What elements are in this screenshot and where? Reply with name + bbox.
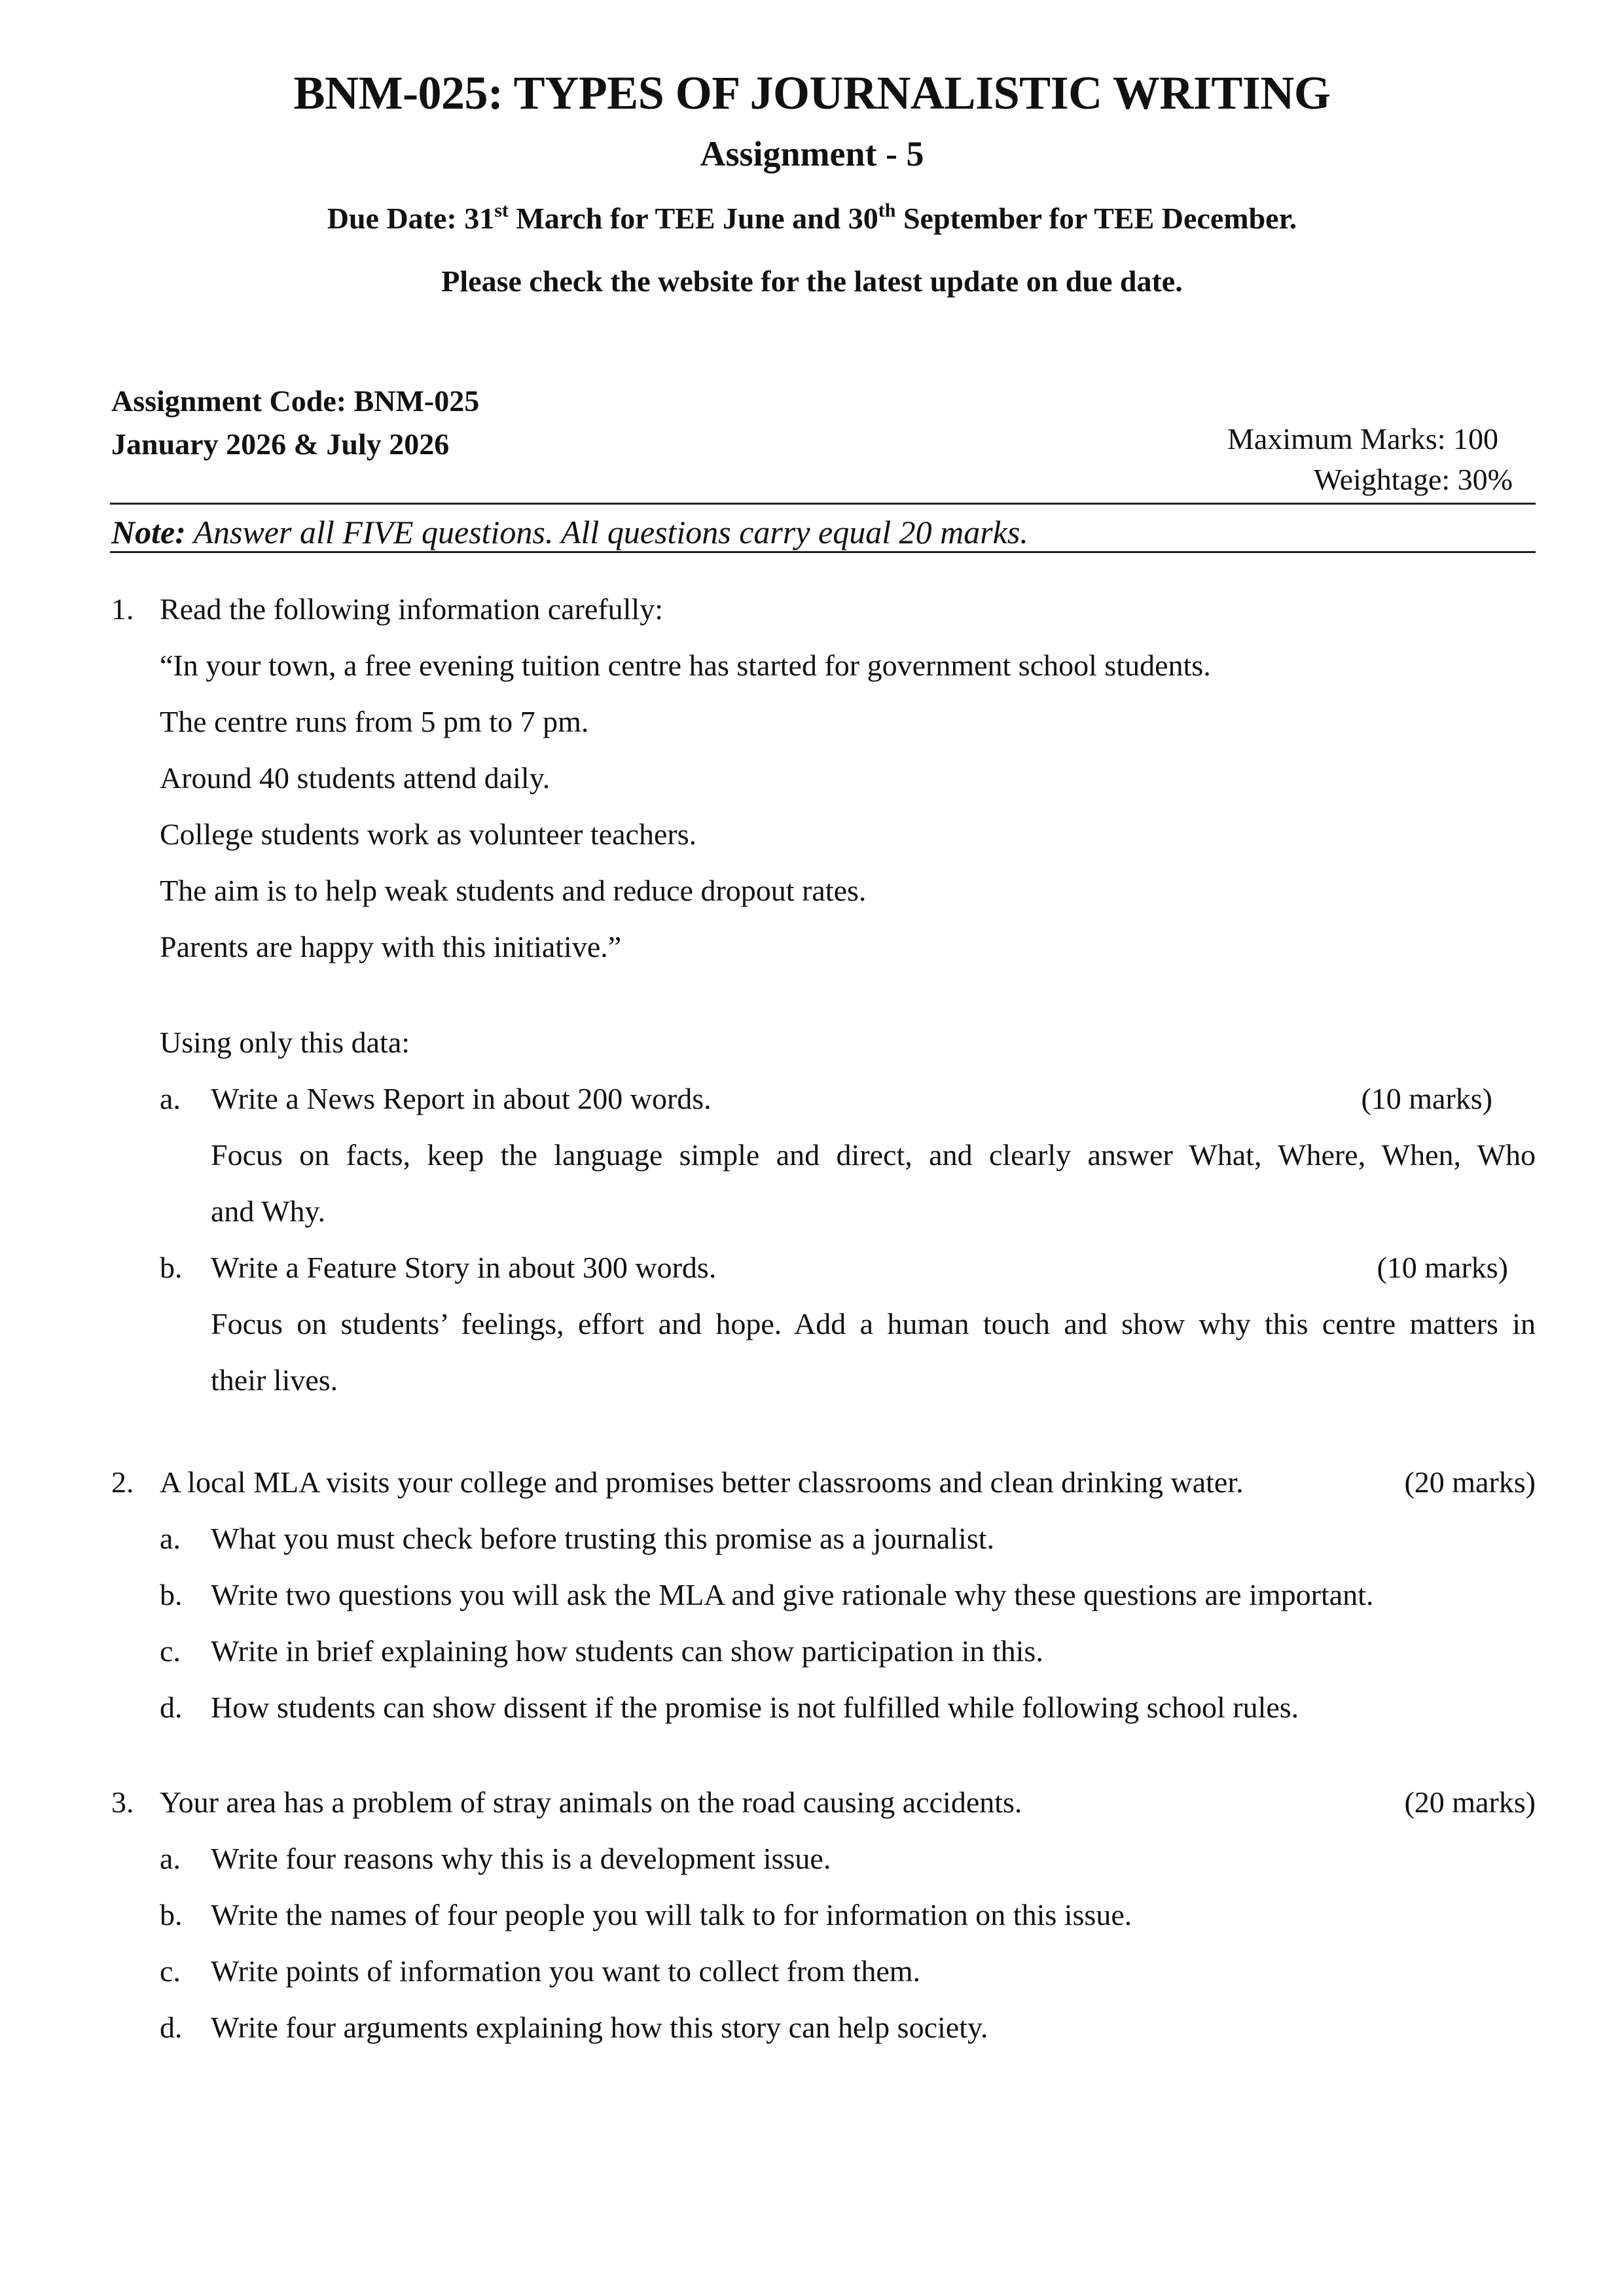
q1-a-desc-2: and Why.	[211, 1194, 326, 1228]
top-divider	[110, 503, 1536, 505]
q1-using: Using only this data:	[160, 1026, 410, 1059]
q1-a-desc-1: Focus on facts, keep the language simple and direct, and clearly answer What, Where, When, Who	[211, 1138, 1536, 1172]
due-date-middle: March for TEE June and 30	[508, 202, 878, 235]
q2-number: 2.	[111, 1465, 134, 1499]
q2-item	[111, 1567, 1536, 1623]
q3-item	[111, 2000, 1536, 2056]
question-3	[111, 1774, 1536, 2056]
q3-b-label: b.	[160, 1898, 183, 1931]
q3-c-label: c.	[160, 1954, 181, 1988]
session: January 2026 & July 2026	[111, 427, 450, 461]
q1-intro: Read the following information carefully:	[160, 592, 663, 626]
q3-main-line	[111, 1774, 1536, 1831]
q3-c-text: Write points of information you want to collect from them.	[211, 1954, 921, 1988]
q1-b-desc-2: their lives.	[211, 1363, 338, 1397]
q1-info-line	[111, 694, 1536, 750]
due-date-sup-st: st	[494, 200, 509, 221]
q1-using-line	[111, 1014, 1536, 1071]
q1-number: 1.	[111, 592, 134, 626]
due-date-suffix: September for TEE December.	[895, 202, 1297, 235]
q3-d-label: d.	[160, 2011, 183, 2044]
q2-c-text: Write in brief explaining how students can show participation in this.	[211, 1634, 1043, 1668]
q1-info-1: “In your town, a free evening tuition centre has started for government school students.	[160, 649, 1211, 682]
assignment-meta-right	[1227, 419, 1513, 500]
q2-a-text: What you must check before trusting this promise as a journalist.	[211, 1522, 995, 1555]
q1-info-line	[111, 919, 1536, 975]
q3-a-label: a.	[160, 1842, 181, 1875]
q2-text: A local MLA visits your college and promises better classrooms and clean drinking water.	[160, 1465, 1244, 1499]
q1-intro-line	[111, 581, 1536, 637]
q2-marks: (20 marks)	[1404, 1465, 1536, 1499]
q3-a-text: Write four reasons why this is a development issue.	[211, 1842, 831, 1875]
bottom-divider	[110, 551, 1536, 553]
q1-b-desc-line	[111, 1352, 1536, 1408]
q1-part-b	[111, 1240, 1536, 1296]
q1-b-text: Write a Feature Story in about 300 words.	[211, 1251, 717, 1284]
due-date-prefix: Due Date: 31	[327, 202, 495, 235]
weightage: Weightage: 30%	[1313, 463, 1513, 496]
q1-info-4: College students work as volunteer teachers.	[160, 817, 697, 851]
q1-a-desc-line	[111, 1183, 1536, 1240]
due-date-sup-th: th	[878, 200, 896, 221]
question-2	[111, 1454, 1536, 1736]
q2-d-text: How students can show dissent if the promise is not fulfilled while following school rules.	[211, 1691, 1299, 1724]
q2-b-label: b.	[160, 1578, 183, 1611]
q1-a-label: a.	[160, 1082, 181, 1115]
assignment-meta-left	[111, 380, 479, 466]
note-text: Answer all FIVE questions. All questions carry equal 20 marks.	[185, 514, 1028, 550]
q2-d-label: d.	[160, 1691, 183, 1724]
q2-item	[111, 1511, 1536, 1567]
q1-info-6: Parents are happy with this initiative.”	[160, 930, 622, 963]
q3-d-text: Write four arguments explaining how this story can help society.	[211, 2011, 988, 2044]
q1-info-line	[111, 637, 1536, 694]
q3-item	[111, 1943, 1536, 2000]
q1-info-5: The aim is to help weak students and reduce dropout rates.	[160, 874, 867, 907]
q3-marks: (20 marks)	[1404, 1785, 1536, 1819]
q3-b-text: Write the names of four people you will talk to for information on this issue.	[211, 1898, 1132, 1931]
maximum-marks: Maximum Marks: 100	[1227, 422, 1498, 456]
q1-b-desc-line	[111, 1296, 1536, 1352]
assignment-number: Assignment - 5	[700, 134, 924, 173]
q1-a-text: Write a News Report in about 200 words.	[211, 1082, 712, 1115]
q1-a-desc-line	[111, 1127, 1536, 1183]
q3-item	[111, 1831, 1536, 1887]
q1-a-marks: (10 marks)	[1361, 1082, 1492, 1115]
website-check-note: Please check the website for the latest update on due date.	[441, 264, 1183, 298]
q3-number: 3.	[111, 1785, 134, 1819]
q1-info-line	[111, 806, 1536, 863]
q3-item	[111, 1887, 1536, 1943]
q2-item	[111, 1623, 1536, 1679]
q1-info-line	[111, 863, 1536, 919]
q3-text: Your area has a problem of stray animals on the road causing accidents.	[160, 1785, 1022, 1819]
note-line	[111, 511, 1028, 554]
note-label: Note:	[111, 514, 186, 550]
q2-item	[111, 1679, 1536, 1736]
q1-info-line	[111, 750, 1536, 806]
q1-info-3: Around 40 students attend daily.	[160, 761, 550, 795]
q2-b-text: Write two questions you will ask the MLA and give rationale why these questions are important.	[211, 1578, 1374, 1611]
due-date-line	[0, 198, 1624, 240]
q1-part-a	[111, 1071, 1536, 1127]
q1-b-desc-1: Focus on students’ feelings, effort and hope. Add a human touch and show why this centre matters in	[211, 1307, 1536, 1340]
q1-b-marks: (10 marks)	[1377, 1251, 1508, 1284]
q1-b-label: b.	[160, 1251, 183, 1284]
q2-c-label: c.	[160, 1634, 181, 1668]
document-title: BNM-025: TYPES OF JOURNALISTIC WRITING	[293, 67, 1331, 119]
q1-info-2: The centre runs from 5 pm to 7 pm.	[160, 705, 589, 738]
q2-a-label: a.	[160, 1522, 181, 1555]
assignment-code: Assignment Code: BNM-025	[111, 384, 480, 418]
q2-main-line	[111, 1454, 1536, 1511]
question-1	[111, 581, 1536, 1408]
